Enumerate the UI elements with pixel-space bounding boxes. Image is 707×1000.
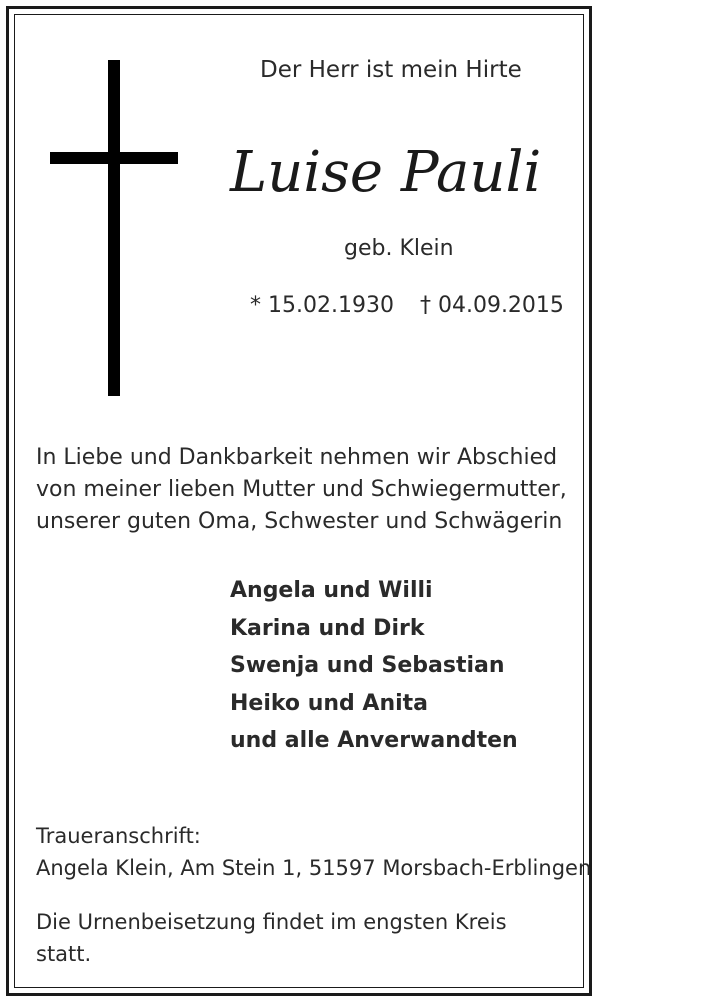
farewell-line: von meiner lieben Mutter und Schwiegermutter,	[36, 477, 567, 502]
mourner-item: Karina und Dirk	[230, 615, 425, 641]
motto: Der Herr ist mein Hirte	[260, 57, 522, 83]
farewell-text	[36, 442, 566, 538]
farewell-line: In Liebe und Dankbarkeit nehmen wir Abschied	[36, 445, 558, 470]
life-dates	[250, 293, 564, 318]
farewell-line: unserer guten Oma, Schwester und Schwägerin	[36, 509, 563, 534]
burial-note: Die Urnenbeisetzung findet im engsten Kreis statt.	[36, 910, 507, 966]
mourner-item: Heiko und Anita	[230, 690, 429, 716]
mourner-item: und alle Anverwandten	[230, 728, 518, 753]
address-line: Angela Klein, Am Stein 1, 51597 Morsbach-Erblingen	[36, 856, 592, 880]
birth-date: * 15.02.1930	[250, 293, 394, 318]
cross-vertical-beam	[108, 60, 120, 396]
maiden-name: geb. Klein	[344, 236, 454, 261]
address-label: Traueranschrift:	[36, 824, 201, 848]
deceased-name: Luise Pauli	[230, 140, 542, 205]
mourner-item: Swenja und Sebastian	[230, 653, 505, 678]
cross-horizontal-beam	[50, 152, 178, 164]
mourners-list	[230, 572, 570, 760]
death-date: † 04.09.2015	[419, 293, 564, 318]
mourner-item: Angela und Willi	[230, 578, 433, 603]
mourning-address	[36, 820, 592, 884]
